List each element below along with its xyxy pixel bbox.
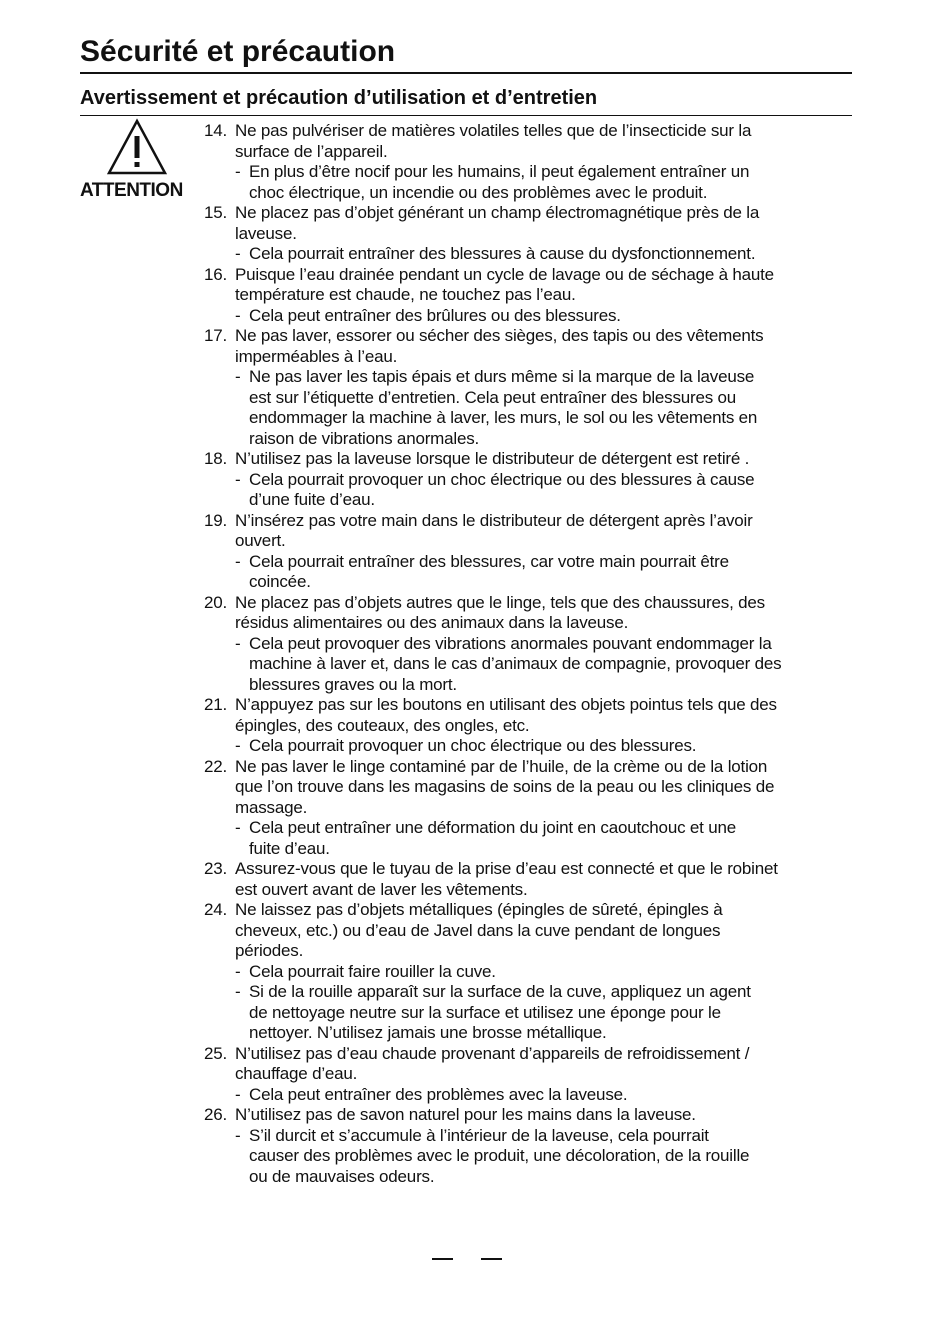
item-text-line: N’insérez pas votre main dans le distributeur de détergent après l’avoir — [235, 510, 753, 530]
list-item — [204, 511, 852, 593]
sub-item-text-line: fuite d’eau. — [249, 838, 330, 858]
sub-item-dash: - — [235, 633, 241, 653]
sub-item-text-line: Cela pourrait faire rouiller la cuve. — [249, 961, 496, 981]
sub-item-dash: - — [235, 1084, 241, 1104]
list-item — [204, 121, 852, 203]
item-text-line: résidus alimentaires ou des animaux dans la laveuse. — [235, 613, 629, 632]
sub-item-dash: - — [235, 305, 241, 325]
list-item — [204, 695, 852, 757]
item-text-line: Ne placez pas d’objets autres que le linge, tels que des chaussures, des — [235, 592, 765, 612]
sub-item-dash: - — [235, 961, 241, 981]
sub-item — [235, 470, 852, 511]
sub-item — [235, 367, 852, 449]
list-item — [204, 593, 852, 696]
item-text-line: N’appuyez pas sur les boutons en utilisant des objets pointus tels que des — [235, 695, 777, 714]
item-number: 15. — [204, 203, 228, 222]
item-text-line: Ne laissez pas d’objets métalliques (épingles de sûreté, épingles à — [235, 900, 723, 919]
sub-item — [235, 1085, 852, 1106]
item-text-line: Ne pas pulvériser de matières volatiles telles que de l’insecticide sur la — [235, 121, 752, 140]
precaution-list — [204, 121, 852, 1187]
item-text-line: Ne pas laver, essorer ou sécher des sièges, des tapis ou des vêtements — [235, 326, 764, 345]
item-text-line: Assurez-vous que le tuyau de la prise d’eau est connecté et que le robinet — [235, 859, 778, 878]
sub-item-dash: - — [235, 551, 241, 571]
item-text-line: N’utilisez pas de savon naturel pour les mains dans la laveuse. — [235, 1105, 696, 1124]
title-divider — [80, 72, 852, 74]
sub-item — [235, 962, 852, 983]
item-number: 16. — [204, 264, 228, 284]
sub-item-text-line: Cela pourrait provoquer un choc électrique ou des blessures. — [249, 736, 697, 755]
item-text-line: N’utilisez pas d’eau chaude provenant d’appareils de refroidissement / — [235, 1043, 750, 1063]
sub-item-text-line: endommager la machine à laver, les murs, le sol ou les vêtements en — [249, 408, 758, 427]
sub-item — [235, 306, 852, 327]
sub-item-text-line: d’une fuite d’eau. — [249, 490, 375, 509]
page-footer — [432, 1258, 502, 1260]
item-text-line: massage. — [235, 797, 308, 817]
item-text-line: température est chaude, ne touchez pas l’eau. — [235, 285, 576, 304]
sub-item-text-line: nettoyer. N’utilisez jamais une brosse métallique. — [249, 1023, 607, 1042]
sub-item-text-line: ou de mauvaises odeurs. — [249, 1166, 435, 1186]
item-text-line: chauffage d’eau. — [235, 1064, 358, 1083]
sub-item-dash: - — [235, 1125, 241, 1145]
list-item — [204, 449, 852, 511]
list-item — [204, 326, 852, 449]
item-number: 21. — [204, 695, 228, 714]
item-number: 20. — [204, 592, 228, 612]
sub-item-text-line: est sur l’étiquette d’entretien. Cela peut entraîner des blessures ou — [249, 387, 737, 407]
sub-item-text-line: Ne pas laver les tapis épais et durs même si la marque de la laveuse — [249, 367, 755, 386]
sub-item-text-line: En plus d’être nocif pour les humains, il peut également entraîner un — [249, 162, 750, 181]
sub-item — [235, 162, 852, 203]
item-text-line: périodes. — [235, 941, 304, 960]
sub-item — [235, 982, 852, 1044]
footer-dash — [432, 1258, 453, 1260]
sub-item-text-line: Cela peut entraîner des brûlures ou des blessures. — [249, 305, 621, 325]
item-number: 22. — [204, 756, 228, 776]
sub-item-dash: - — [235, 367, 241, 386]
sub-item-text-line: Cela peut entraîner une déformation du joint en caoutchouc et une — [249, 818, 736, 837]
item-text-line: Ne pas laver le linge contaminé par de l’huile, de la crème ou de la lotion — [235, 756, 768, 776]
item-number: 14. — [204, 121, 228, 140]
list-item — [204, 757, 852, 860]
item-text-line: N’utilisez pas la laveuse lorsque le distributeur de détergent est retiré . — [235, 449, 750, 468]
item-text-line: Puisque l’eau drainée pendant un cycle de lavage ou de séchage à haute — [235, 264, 774, 284]
list-item — [204, 203, 852, 265]
item-text-line: surface de l’appareil. — [235, 141, 388, 161]
sub-item-text-line: machine à laver et, dans le cas d’animaux de compagnie, provoquer des — [249, 654, 782, 673]
sub-item-dash: - — [235, 244, 241, 263]
item-text-line: est ouvert avant de laver les vêtements. — [235, 879, 528, 899]
warning-triangle-icon — [106, 118, 168, 176]
section-title: Avertissement et précaution d’utilisation et d’entretien — [80, 87, 598, 109]
sub-item-dash: - — [235, 469, 241, 489]
item-text-line: laveuse. — [235, 223, 297, 243]
sub-item-dash: - — [235, 982, 241, 1001]
page-title: Sécurité et précaution — [80, 35, 396, 68]
item-number: 24. — [204, 900, 228, 919]
sub-item — [235, 244, 852, 265]
item-number: 25. — [204, 1043, 228, 1063]
sub-item-dash: - — [235, 818, 241, 837]
item-text-line: cheveux, etc.) ou d’eau de Javel dans la cuve pendant de longues — [235, 920, 721, 940]
item-number: 19. — [204, 510, 228, 530]
list-item — [204, 1105, 852, 1187]
item-text-line: épingles, des couteaux, des ongles, etc. — [235, 715, 530, 735]
sub-item — [235, 1126, 852, 1188]
item-text-line: ouvert. — [235, 531, 286, 550]
sub-item-text-line: raison de vibrations anormales. — [249, 428, 480, 448]
sub-item-text-line: de nettoyage neutre sur la surface et utilisez une éponge pour le — [249, 1002, 721, 1022]
item-number: 17. — [204, 326, 228, 345]
section-divider — [80, 115, 852, 116]
sub-item-dash: - — [235, 162, 241, 181]
list-item — [204, 1044, 852, 1106]
item-number: 23. — [204, 859, 228, 878]
sub-item-text-line: S’il durcit et s’accumule à l’intérieur de la laveuse, cela pourrait — [249, 1125, 709, 1145]
footer-dash — [481, 1258, 502, 1260]
sub-item — [235, 552, 852, 593]
list-item — [204, 900, 852, 1044]
sub-item-text-line: coincée. — [249, 572, 311, 591]
item-text-line: imperméables à l’eau. — [235, 346, 398, 366]
sub-item-text-line: Cela pourrait provoquer un choc électrique ou des blessures à cause — [249, 469, 755, 489]
sub-item-text-line: blessures graves ou la mort. — [249, 674, 457, 694]
sub-item — [235, 818, 852, 859]
sub-item-text-line: causer des problèmes avec le produit, une décoloration, de la rouille — [249, 1146, 750, 1165]
item-number: 26. — [204, 1105, 228, 1124]
sub-item-text-line: Cela pourrait entraîner des blessures, car votre main pourrait être — [249, 551, 729, 571]
sub-item-text-line: Si de la rouille apparaît sur la surface de la cuve, appliquez un agent — [249, 982, 751, 1001]
sub-item-text-line: Cela peut provoquer des vibrations anormales pouvant endommager la — [249, 633, 772, 653]
item-text-line: Ne placez pas d’objet générant un champ électromagnétique près de la — [235, 203, 760, 222]
sub-item-dash: - — [235, 736, 241, 755]
item-text-line: que l’on trouve dans les magasins de soins de la peau ou les cliniques de — [235, 777, 775, 796]
sub-item-text-line: Cela pourrait entraîner des blessures à cause du dysfonctionnement. — [249, 244, 756, 263]
list-item — [204, 265, 852, 327]
sub-item-text-line: choc électrique, un incendie ou des problèmes avec le produit. — [249, 182, 708, 202]
item-number: 18. — [204, 449, 228, 468]
sub-item — [235, 736, 852, 757]
list-item — [204, 859, 852, 900]
sub-item — [235, 634, 852, 696]
attention-label: ATTENTION — [80, 180, 183, 201]
sub-item-text-line: Cela peut entraîner des problèmes avec la laveuse. — [249, 1084, 628, 1104]
